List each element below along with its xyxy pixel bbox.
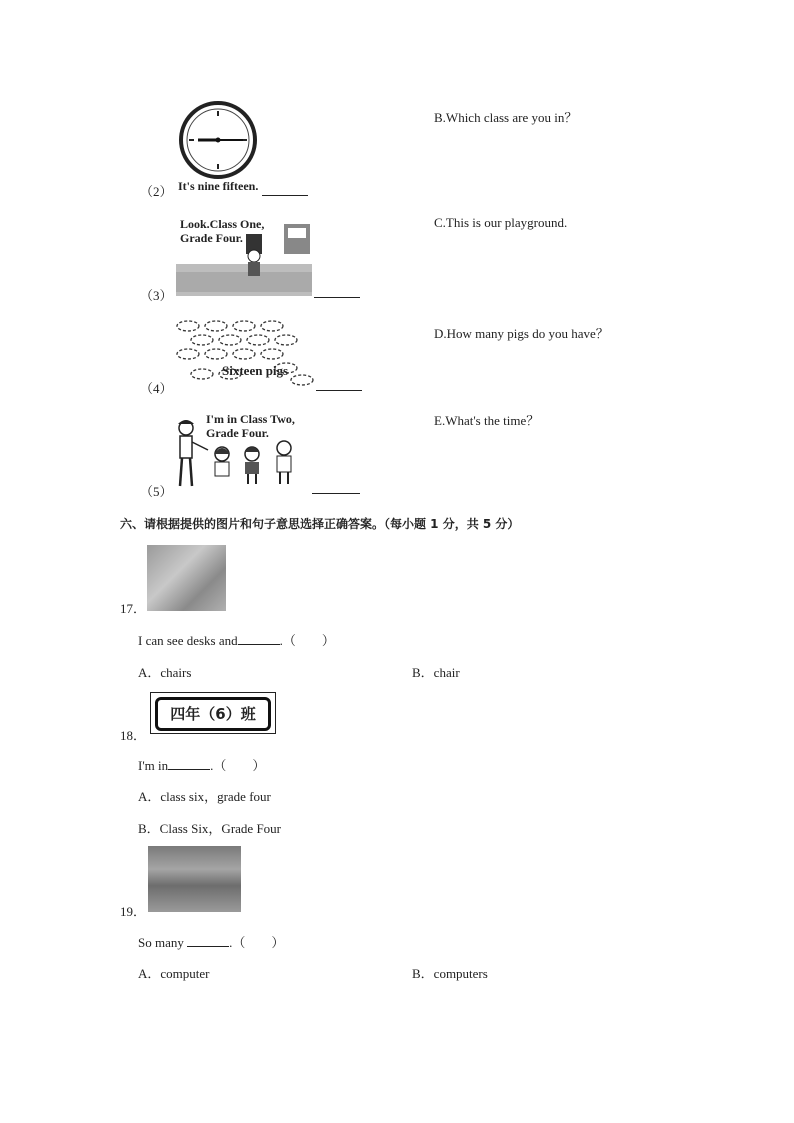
choice-a[interactable]: A．computer xyxy=(138,966,210,981)
choice-a[interactable]: A．chairs xyxy=(138,665,192,680)
item-number: （2） xyxy=(140,184,173,199)
clock-caption: It's nine fifteen. xyxy=(178,179,259,193)
question-number: 19． xyxy=(120,904,147,919)
choice-a[interactable]: A．class six，grade four xyxy=(138,789,271,804)
answer-blank[interactable] xyxy=(168,757,210,770)
question-number: 18． xyxy=(120,728,147,743)
answer-blank[interactable] xyxy=(314,285,360,298)
class-sign-inner: 四年（6）班 xyxy=(155,697,271,731)
section-heading: 六、请根据提供的图片和句子意思选择正确答案。（每小题 1 分，共 5 分） xyxy=(120,517,520,531)
option-b: B.Which class are you in？ xyxy=(434,110,578,125)
option-e: E.What's the time？ xyxy=(434,413,540,428)
choice-b[interactable]: B．chair xyxy=(412,665,460,680)
choice-b[interactable]: B．Class Six，Grade Four xyxy=(138,821,282,836)
item-number: （3） xyxy=(140,288,173,303)
class-sign xyxy=(150,692,276,734)
desks-photo xyxy=(147,545,226,611)
answer-blank[interactable] xyxy=(238,632,280,645)
scene-caption: Look.Class One, Grade Four. xyxy=(180,217,265,245)
item-number: （5） xyxy=(140,484,173,499)
pigs-caption: Sixteen pigs xyxy=(222,363,289,378)
option-d: D.How many pigs do you have？ xyxy=(434,326,609,341)
answer-blank[interactable] xyxy=(316,378,362,391)
question-number: 17． xyxy=(120,601,147,616)
computers-photo xyxy=(148,846,241,912)
question-text: I can see desks and .（ ） xyxy=(138,633,335,648)
children-caption: I'm in Class Two, Grade Four. xyxy=(206,412,295,440)
item-number: （4） xyxy=(140,381,173,396)
clock-illustration xyxy=(176,100,260,180)
option-c: C.This is our playground. xyxy=(434,215,568,230)
answer-blank[interactable] xyxy=(312,481,360,494)
answer-blank[interactable] xyxy=(262,183,308,196)
question-text: I'm in .（ ） xyxy=(138,758,266,773)
choice-b[interactable]: B．computers xyxy=(412,966,488,981)
question-text: So many .（ ） xyxy=(138,935,285,950)
answer-blank[interactable] xyxy=(187,934,229,947)
